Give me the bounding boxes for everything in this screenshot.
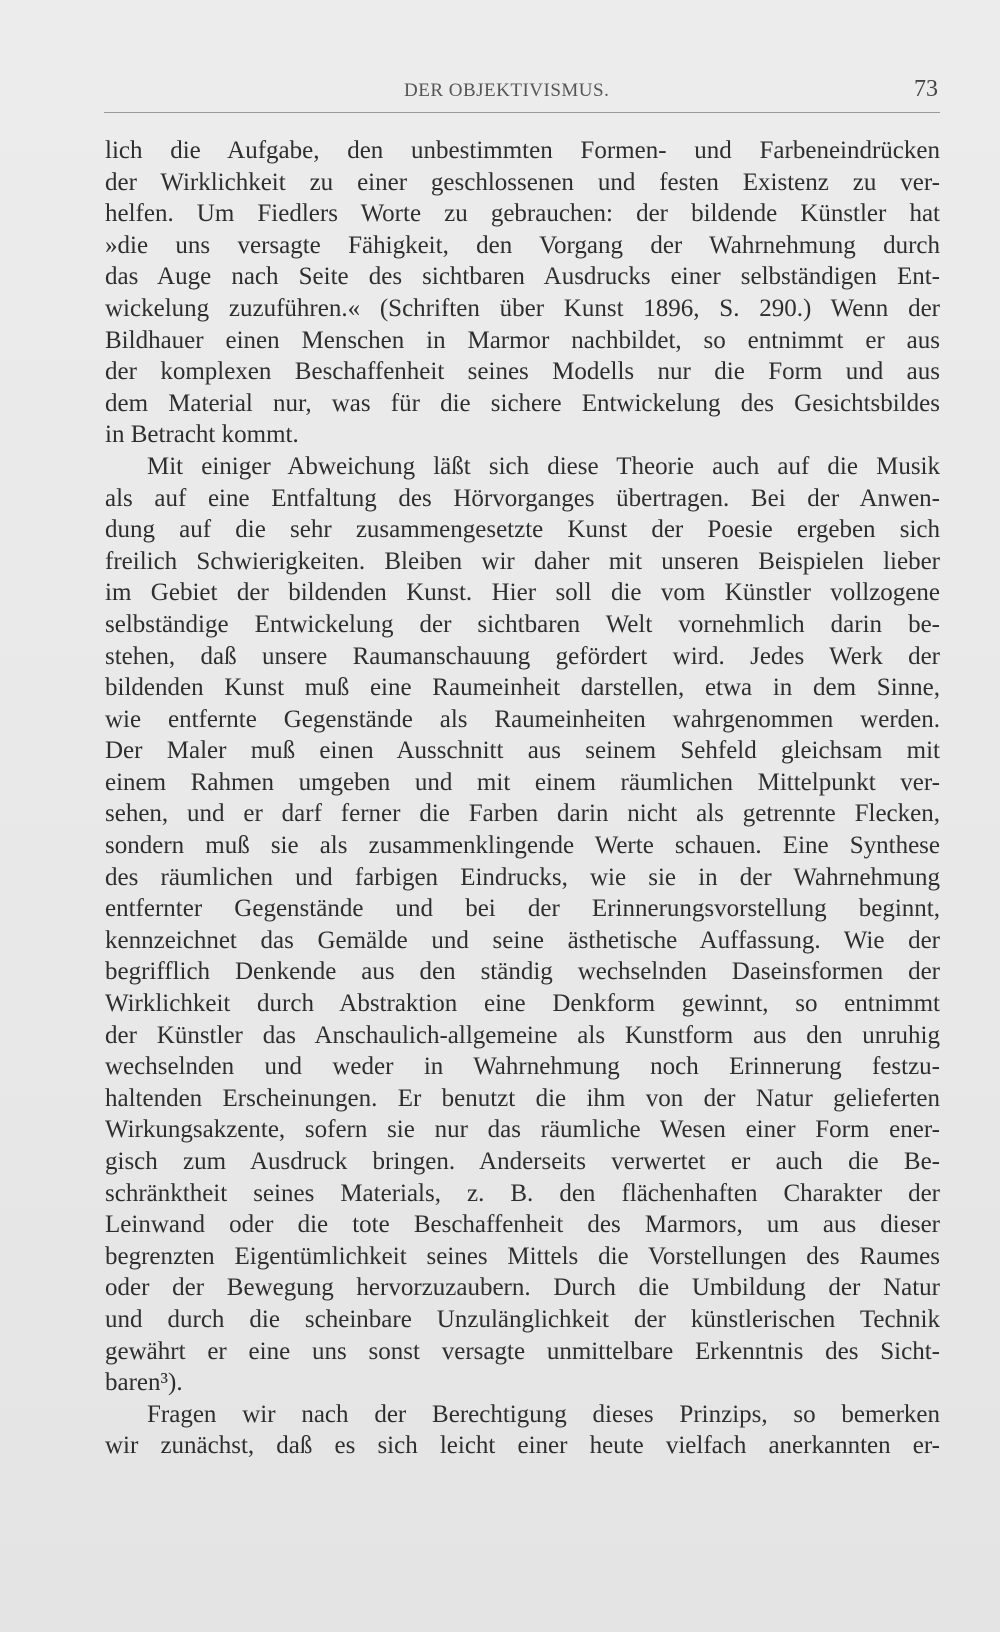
text-line: sehen, und er darf ferner die Farben darin nicht als getrennte Flecken, xyxy=(105,800,940,828)
text-line: schränktheit seines Materials, z. B. den flächenhaften Charakter der xyxy=(105,1179,940,1207)
running-title: DER OBJEKTIVISMUS. xyxy=(404,80,610,101)
text-line: wechselnden und weder in Wahrnehmung noch Erinnerung festzu- xyxy=(105,1053,940,1081)
page-header xyxy=(104,76,940,113)
text-line: Wirklichkeit durch Abstraktion eine Denkform gewinnt, so entnimmt xyxy=(105,990,940,1018)
text-line: Leinwand oder die tote Beschaffenheit des Marmors, um aus dieser xyxy=(105,1211,940,1239)
text-line: und durch die scheinbare Unzulänglichkeit der künstlerischen Technik xyxy=(105,1305,940,1333)
text-line: als auf eine Entfaltung des Hörvorganges übertragen. Bei der Anwen- xyxy=(105,484,940,512)
text-line: bildenden Kunst muß eine Raumeinheit darstellen, etwa in dem Sinne, xyxy=(105,674,940,702)
text-line: »die uns versagte Fähigkeit, den Vorgang der Wahrnehmung durch xyxy=(105,231,940,259)
text-line: wickelung zuzuführen.« (Schriften über Kunst 1896, S. 290.) Wenn der xyxy=(105,294,940,322)
text-line: Fragen wir nach der Berechtigung dieses Prinzips, so bemerken xyxy=(147,1400,940,1428)
text-line: der Künstler das Anschaulich-allgemeine als Kunstform aus den unruhig xyxy=(105,1021,940,1049)
text-line: Mit einiger Abweichung läßt sich diese Theorie auch auf die Musik xyxy=(147,452,940,480)
text-line: helfen. Um Fiedlers Worte zu gebrauchen: der bildende Künstler hat xyxy=(105,200,940,228)
text-line: haltenden Erscheinungen. Er benutzt die ihm von der Natur gelieferten xyxy=(105,1084,940,1112)
text-line: begrenzten Eigentümlichkeit seines Mittels die Vorstellungen des Raumes xyxy=(105,1242,940,1270)
text-line: dem Material nur, was für die sichere Entwickelung des Gesichtsbildes xyxy=(105,389,940,417)
text-line: einem Rahmen umgeben und mit einem räumlichen Mittelpunkt ver- xyxy=(105,768,940,796)
text-line: im Gebiet der bildenden Kunst. Hier soll die vom Künstler vollzogene xyxy=(105,579,940,607)
text-line: wie entfernte Gegenstände als Raumeinheiten wahrgenommen werden. xyxy=(105,705,940,733)
text-line: oder der Bewegung hervorzuzaubern. Durch die Umbildung der Natur xyxy=(105,1274,940,1302)
text-line: das Auge nach Seite des sichtbaren Ausdrucks einer selbständigen Ent- xyxy=(105,263,940,291)
text-line: der komplexen Beschaffenheit seines Modells nur die Form und aus xyxy=(105,358,940,386)
text-line: kennzeichnet das Gemälde und seine ästhetische Auffassung. Wie der xyxy=(105,926,940,954)
text-line: wir zunächst, daß es sich leicht einer heute vielfach anerkannten er- xyxy=(105,1432,940,1460)
text-line: in Betracht kommt. xyxy=(105,421,299,449)
text-line: baren³). xyxy=(105,1369,183,1397)
text-line: begrifflich Denkende aus den ständig wechselnden Daseinsformen der xyxy=(105,958,940,986)
text-line: Der Maler muß einen Ausschnitt aus seinem Sehfeld gleichsam mit xyxy=(105,737,940,765)
text-line: lich die Aufgabe, den unbestimmten Formen- und Farbeneindrücken xyxy=(105,137,940,164)
text-line: Wirkungsakzente, sofern sie nur das räumliche Wesen einer Form ener- xyxy=(105,1116,940,1144)
text-line: sondern muß sie als zusammenklingende Werte schauen. Eine Synthese xyxy=(105,832,940,860)
text-line: der Wirklichkeit zu einer geschlossenen und festen Existenz zu ver- xyxy=(105,168,940,196)
text-line: Bildhauer einen Menschen in Marmor nachbildet, so entnimmt er aus xyxy=(105,326,940,354)
text-line: selbständige Entwickelung der sichtbaren Welt vornehmlich darin be- xyxy=(105,610,940,638)
text-line: dung auf die sehr zusammengesetzte Kunst der Poesie ergeben sich xyxy=(105,516,940,544)
text-line: des räumlichen und farbigen Eindrucks, wie sie in der Wahrnehmung xyxy=(105,863,940,891)
text-line: freilich Schwierigkeiten. Bleiben wir daher mit unseren Beispielen lieber xyxy=(105,547,940,575)
text-line: entfernter Gegenstände und bei der Erinnerungsvorstellung beginnt, xyxy=(105,895,940,923)
text-line: gewährt er eine uns sonst versagte unmittelbare Erkenntnis des Sicht- xyxy=(105,1337,940,1365)
page-number: 73 xyxy=(914,76,938,102)
text-line: stehen, daß unsere Raumanschauung gefördert wird. Jedes Werk der xyxy=(105,642,940,670)
body-text xyxy=(105,135,940,1462)
text-line: gisch zum Ausdruck bringen. Anderseits verwertet er auch die Be- xyxy=(105,1148,940,1175)
